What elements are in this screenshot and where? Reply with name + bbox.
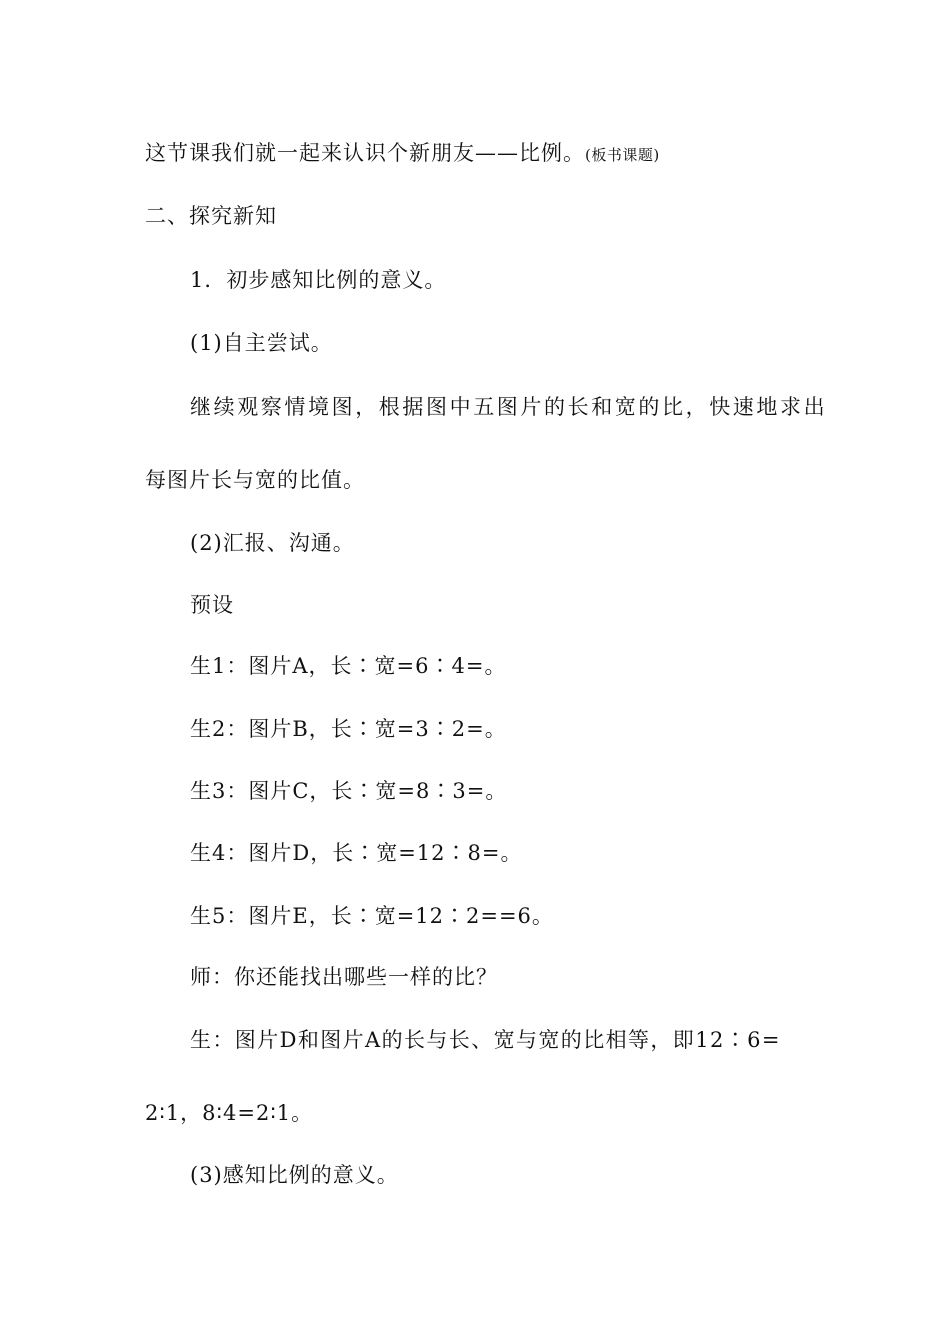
- board-note: (板书课题): [585, 146, 660, 164]
- student-answer-1: 生1：图片A，长∶宽=6∶4=。: [190, 654, 507, 678]
- step-heading-2: (2)汇报、沟通。: [190, 531, 355, 555]
- paragraph-line: 2∶1，8∶4=2∶1。: [145, 1101, 314, 1125]
- paragraph-line: 预设: [190, 593, 234, 617]
- student-answer-3: 生3：图片C，长∶宽=8∶3=。: [190, 779, 508, 803]
- student-answer-2: 生2：图片B，长∶宽=3∶2=。: [190, 717, 507, 741]
- paragraph-line: 每图片长与宽的比值。: [145, 468, 365, 492]
- step-heading-3: (3)感知比例的意义。: [190, 1163, 399, 1187]
- intro-text: 这节课我们就一起来认识个新朋友——比例。: [145, 141, 585, 165]
- student-answer-4: 生4：图片D，长∶宽=12∶8=。: [190, 841, 523, 865]
- paragraph-line: 继续观察情境图，根据图中五图片的长和宽的比，快速地求出: [190, 395, 828, 419]
- step-heading-1: (1)自主尝试。: [190, 331, 333, 355]
- student-answer-5: 生5：图片E，长∶宽=12∶2==6。: [190, 904, 554, 928]
- paragraph-line: 生：图片D和图片A的长与长、宽与宽的比相等，即12∶6=: [190, 1028, 781, 1052]
- section-heading: 二、探究新知: [145, 204, 277, 228]
- subsection-heading: 1．初步感知比例的意义。: [190, 268, 447, 292]
- teacher-question: 师：你还能找出哪些一样的比？: [190, 965, 498, 989]
- intro-line: [145, 139, 660, 169]
